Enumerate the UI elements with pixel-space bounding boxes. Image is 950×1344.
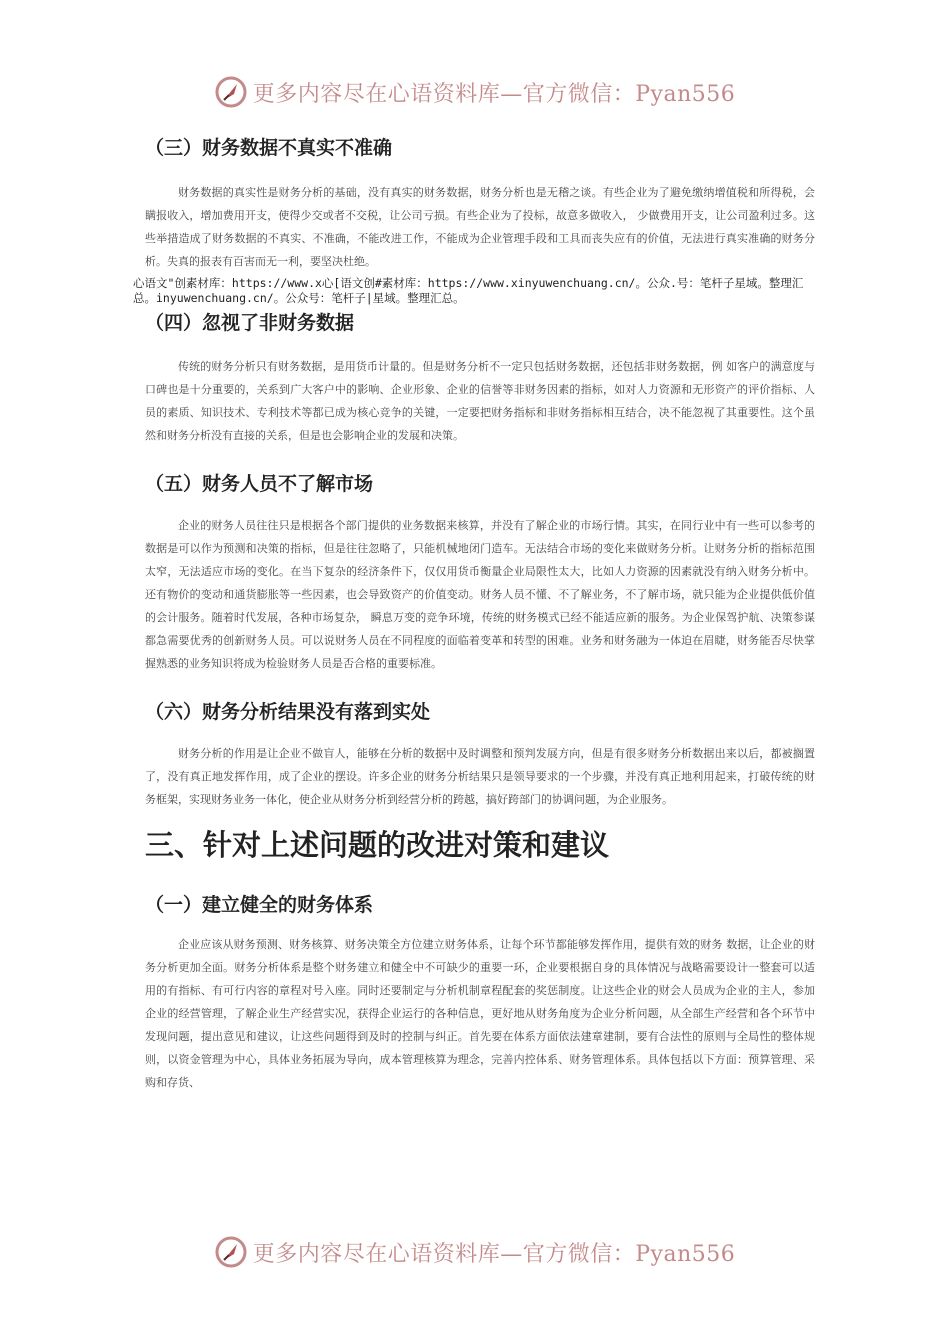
top-banner bbox=[0, 72, 950, 112]
section-heading: （六）财务分析结果没有落到实处 bbox=[145, 701, 431, 723]
banner-text: 更多内容尽在心语资料库—官方微信：Pyan556 bbox=[252, 81, 736, 107]
feather-logo-icon bbox=[215, 76, 247, 108]
chapter-heading: 三、针对上述问题的改进对策和建议 bbox=[145, 828, 610, 862]
paragraph: 企业应该从财务预测、财务核算、财务决策全方位建立财务体系，让每个环节都能够发挥作用，提供有效的财务 数据，让企业的财务分析更加全面。财务分析体系是整个财务建立和健全中不可缺少的重要一环，企业要根据自身的具体情况与战略需要设计一整套可以适用的有指标、有可行内容的章程对号入座。同时还要制定与分析机制章程配套的奖惩制度。让这些企业的财会人员成为企业的主人，参加企业的经营管理，了解企业生产经营实况，获得企业运行的各种信息，更好地从财务角度为企业分析问题，从全部生产经营和各个环节中发现问题，提出意见和建议，让这些问题得到及时的控制与纠正。首先要在体系方面依法建章建制，要有合法性的原则与全局性的整体规则，以资金管理为中心，具体业务拓展为导向，成本管理核算为理念，完善内控体系、财务管理体系。具体包括以下方面：预算管理、采购和存货、 bbox=[145, 938, 815, 1089]
paragraph: 传统的财务分析只有财务数据，是用货币计量的。但是财务分析不一定只包括财务数据，还包括非财务数据，例 如客户的满意度与口碑也是十分重要的，关系到广大客户中的影响、企业形象、企业的信誉等非财务因素的指标，如对人力资源和无形资产的评价指标、人员的素质、知识技术、专利技术等都已成为核心竞争的关键，一定要把财务指标和非财务指标相互结合，决不能忽视了其重要性。这个虽然和财务分析没有直接的关系，但是也会影响企业的发展和决策。 bbox=[145, 360, 815, 442]
feather-logo-icon bbox=[215, 1236, 247, 1268]
bottom-banner bbox=[0, 1232, 950, 1272]
banner-inner bbox=[215, 76, 736, 108]
paragraph: 企业的财务人员往往只是根据各个部门提供的业务数据来核算，并没有了解企业的市场行情。其实，在同行业中有一些可以参考的数据是可以作为预测和决策的指标，但是往往忽略了，只能机械地闭门造车。无法结合市场的变化来做财务分析。让财务分析的指标范围太窄，无法适应市场的变化。在当下复杂的经济条件下，仅仅用货币衡量企业局限性太大，比如人力资源的因素就没有纳入财务分析中。还有物价的变动和通货膨胀等一些因素，也会导致资产的价值变动。财务人员不懂、不了解业务，不了解市场，就只能为企业提供低价值的会计服务。随着时代发展，各种市场复杂， 瞬息万变的竞争环境，传统的财务模式已经不能适应新的服务。为企业保驾护航、决策参谋都急需要优秀的创新财务人员。可以说财务人员在不同程度的面临着变革和转型的困难。业务和财务融为一体迫在眉睫，财务能否尽快掌握熟悉的业务知识将成为检验财务人员是否合格的重要标准。 bbox=[145, 519, 815, 670]
document-body bbox=[133, 125, 815, 1094]
banner-inner bbox=[215, 1236, 736, 1268]
section-heading: （四）忽视了非财务数据 bbox=[145, 312, 355, 334]
section-heading: （一）建立健全的财务体系 bbox=[145, 894, 374, 916]
watermark-text: 心语文"创素材库：https://www.x心[语文创#素材库：https://www.xinyuwenchuang.cn/。公众.号：笔杆子星域。整理汇总。inyuwenchuang.cn/。公众号：笔杆子|星域。整理汇总。 bbox=[133, 276, 804, 305]
section-heading: （五）财务人员不了解市场 bbox=[145, 473, 374, 495]
section-heading: （三）财务数据不真实不准确 bbox=[145, 137, 393, 159]
banner-text: 更多内容尽在心语资料库—官方微信：Pyan556 bbox=[252, 1241, 736, 1267]
paragraph: 财务数据的真实性是财务分析的基础，没有真实的财务数据，财务分析也是无稽之谈。有些企业为了避免缴纳增值税和所得税，会瞒报收入，增加费用开支，使得少交或者不交税，让公司亏损。有些企业为了投标，故意多做收入， 少做费用开支，让公司盈利过多。这些举措造成了财务数据的不真实、不准确，不能改进工作，不能成为企业管理手段和工具而丧失应有的价值，无法进行真实准确的财务分析。失真的报表有百害而无一利，要坚决杜绝。 bbox=[145, 186, 815, 268]
paragraph: 财务分析的作用是让企业不做盲人，能够在分析的数据中及时调整和预判发展方向，但是有很多财务分析数据出来以后，都被搁置了，没有真正地发挥作用，成了企业的摆设。许多企业的财务分析结果只是领导要求的一个步骤，并没有真正地利用起来，打破传统的财务框架，实现财务业务一体化，使企业从财务分析到经营分析的跨越，搞好跨部门的协调问题，为企业服务。 bbox=[145, 747, 815, 806]
